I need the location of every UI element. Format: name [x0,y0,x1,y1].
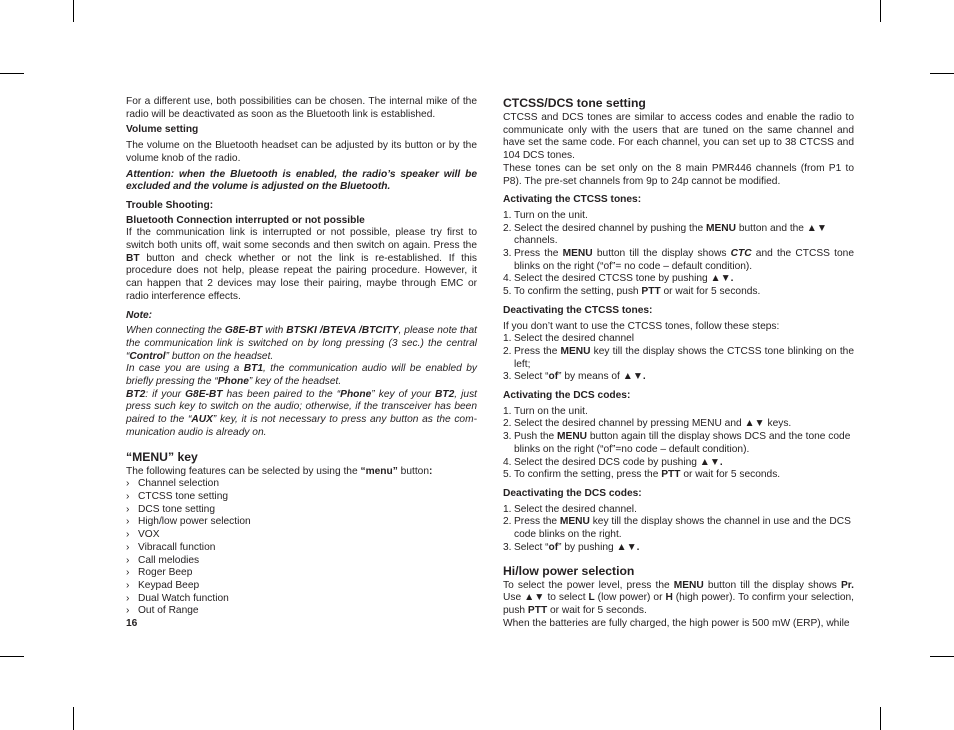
list-item: 2. Press the MENU key till the display shows the CTCSS tone blinking on the left; [503,345,854,370]
deactivating-ctcss-steps [503,333,854,384]
intro-paragraph: For a different use, both possibilities can be chosen. The internal mike of the radio will be deactivated as soon as the Bluetooth link is established. [126,96,477,120]
crop-mark [73,707,74,730]
crop-mark [880,707,881,730]
list-item: 3. Select “of” by means of ▲▼. [503,371,646,383]
ctcss-paragraph-2: These tones can be set only on the 8 main PMR446 channels (from P1 to P8). The pre-set channels from 9p to 24p cannot be modified. [503,162,854,187]
list-item: › Roger Beep [126,567,477,580]
list-item: › Out of Range [126,605,477,618]
crop-mark [930,73,954,74]
list-item: › Keypad Beep [126,580,477,593]
list-item: 2. Press the MENU key till the display shows the channel in use and the DCS code blinks on the right. [503,516,851,541]
list-item: › High/low power selection [126,516,477,529]
list-item: 3. Press the MENU button till the display shows CTC and the CTCSS tone blinks on the right (“of”= no code – default condition). [503,248,854,272]
activating-ctcss-steps [503,210,854,299]
power-selection-heading: Hi/low power selection [503,563,635,578]
note-paragraph-2: In case you are using a BT1, the communication audio will be enabled by briefly pressing the “Phone” key of the headset. [126,363,477,388]
list-item: › VOX [126,529,477,542]
ctcss-paragraph: CTCSS and DCS tones are similar to access codes and enable the radio to communicate only with the users that are tuned on the same channel and have set the same code. For each channel, you can set up to 38 CTCSS and 104 DCS tones. [503,112,854,162]
trouble-heading: Trouble Shooting: [126,199,214,211]
list-item: 4. Select the desired CTCSS tone by pushing ▲▼. [503,273,734,285]
bt-connection-paragraph: If the communication link is interrupted or not possible, please try first to switch both units off, wait some seconds and then switch on again. Press the BT button and check whether or not the link is re-established. If this procedure does not help, please repeat the pairing procedure. However, it can happen that 2 devices may lose their pairing, maybe through EMC or radio interference effects. [126,227,477,302]
volume-heading: Volume setting [126,124,199,136]
volume-paragraph: The volume on the Bluetooth headset can be adjusted by its button or by the volume knob of the radio. [126,140,477,164]
list-item: 1. Turn on the unit. [503,405,588,417]
attention-paragraph: Attention: when the Bluetooth is enabled, the radio’s speaker will be excluded and the volume is adjusted on the Bluetooth. [126,168,477,193]
list-item: › CTCSS tone setting [126,491,477,504]
deactivating-dcs-steps [503,504,854,555]
list-item: › Channel selection [126,478,477,491]
activating-dcs-heading: Activating the DCS codes: [503,390,631,402]
bt-connection-heading: Bluetooth Connection interrupted or not possible [126,214,365,226]
deactivating-ctcss-heading: Deactivating the CTCSS tones: [503,304,653,316]
list-item: › Dual Watch function [126,593,477,606]
list-item: › Call melodies [126,555,477,568]
ctcss-dcs-heading: CTCSS/DCS tone setting [503,96,646,110]
power-paragraph: To select the power level, press the MENU button till the display shows Pr. Use ▲▼ to select L (low power) or H (high power). To confirm your selection, push PTT or wait for 5 seconds. [503,579,854,616]
left-column [126,96,477,618]
menu-key-heading: “MENU” key [126,449,198,464]
list-item: 2. Select the desired channel by pushing the MENU button and the ▲▼ channels. [503,222,827,247]
crop-mark [930,656,954,657]
right-column [503,96,854,630]
deactivating-ctcss-intro: If you don’t want to use the CTCSS tones, follow these steps: [503,320,780,332]
list-item: 4. Select the desired DCS code by pushing ▲▼. [503,456,723,468]
menu-feature-list [126,478,477,618]
page-number: 16 [126,618,138,629]
note-paragraph-3: BT2: if your G8E-BT has been paired to the “Phone” key of your BT2, just press such key to switch on the audio; otherwise, if the transceiver has been paired to the “AUX” key, it is not necessary to press any button as the communication audio is already on. [126,388,477,438]
list-item: 3. Select “of” by pushing ▲▼. [503,541,640,553]
list-item: 1. Select the desired channel [503,333,635,345]
list-item: 2. Select the desired channel by pressing MENU and ▲▼ keys. [503,418,792,430]
list-item: › Vibracall function [126,542,477,555]
crop-mark [880,0,881,22]
menu-intro: The following features can be selected by using the “menu” button: [126,465,433,477]
crop-mark [0,656,24,657]
list-item: › DCS tone setting [126,504,477,517]
list-item: 1. Turn on the unit. [503,209,588,221]
activating-dcs-steps [503,406,854,482]
list-item: 1. Select the desired channel. [503,503,637,515]
power-paragraph-2: When the batteries are fully charged, the high power is 500 mW (ERP), while [503,617,850,629]
note-paragraph-1: When connecting the G8E-BT with BTSKI /BTEVA /BTCITY, please note that the communication link is switched on by long pressing (3 sec.) the central “Control” button on the headset. [126,325,478,362]
list-item: 3. Push the MENU button again till the display shows DCS and the tone code blinks on the right (“of”=no code – default condition). [503,431,851,455]
activating-ctcss-heading: Activating the CTCSS tones: [503,194,642,206]
list-item: 5. To confirm the setting, press the PTT or wait for 5 seconds. [503,469,781,481]
crop-mark [0,73,24,74]
note-heading: Note: [126,309,153,321]
deactivating-dcs-heading: Deactivating the DCS codes: [503,487,642,499]
crop-mark [73,0,74,22]
list-item: 5. To confirm the setting, push PTT or wait for 5 seconds. [503,286,761,298]
